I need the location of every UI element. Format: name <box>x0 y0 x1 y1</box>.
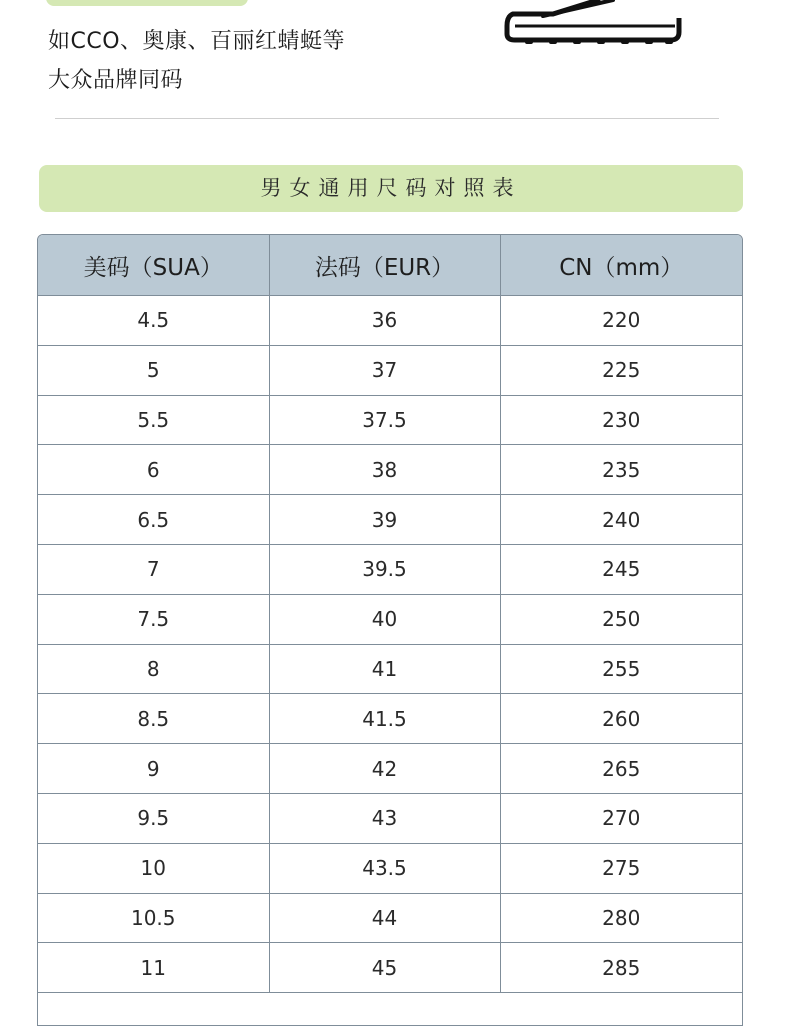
eu-size-cell: 41 <box>269 644 500 694</box>
table-row <box>38 495 742 545</box>
us-size-cell: 7 <box>38 544 269 594</box>
us-size-cell: 10 <box>38 843 269 893</box>
table-row <box>38 345 742 395</box>
column-header-cn-mm: CN（mm） <box>500 235 742 296</box>
eu-size-cell: 43 <box>269 793 500 843</box>
cn-mm-cell: 220 <box>500 296 742 346</box>
us-size-cell: 11 <box>38 943 269 993</box>
cn-mm-cell: 270 <box>500 793 742 843</box>
eu-size-cell: 45 <box>269 943 500 993</box>
cn-mm-cell: 235 <box>500 445 742 495</box>
table-row <box>38 644 742 694</box>
cn-mm-cell: 240 <box>500 495 742 545</box>
table-row <box>38 793 742 843</box>
shoe-illustration-icon <box>503 0 683 48</box>
us-size-cell: 8 <box>38 644 269 694</box>
eu-size-cell: 39.5 <box>269 544 500 594</box>
eu-size-cell: 38 <box>269 445 500 495</box>
cn-mm-cell: 255 <box>500 644 742 694</box>
us-size-cell: 5 <box>38 345 269 395</box>
cn-mm-cell: 285 <box>500 943 742 993</box>
eu-size-cell: 39 <box>269 495 500 545</box>
table-row <box>38 395 742 445</box>
brand-note <box>48 22 345 100</box>
cn-mm-cell: 250 <box>500 594 742 644</box>
table-row <box>38 544 742 594</box>
cn-mm-cell: 230 <box>500 395 742 445</box>
top-decorative-pill <box>46 0 248 6</box>
cn-mm-cell: 280 <box>500 893 742 943</box>
size-chart-title: 男女通用尺码对照表 <box>39 165 743 212</box>
us-size-cell: 9 <box>38 744 269 794</box>
us-size-cell: 4.5 <box>38 296 269 346</box>
table-row <box>38 893 742 943</box>
eu-size-cell: 40 <box>269 594 500 644</box>
section-divider <box>55 118 719 119</box>
eu-size-cell: 44 <box>269 893 500 943</box>
table-row <box>38 296 742 346</box>
cn-mm-cell: 245 <box>500 544 742 594</box>
us-size-cell: 7.5 <box>38 594 269 644</box>
eu-size-cell: 43.5 <box>269 843 500 893</box>
eu-size-cell: 42 <box>269 744 500 794</box>
us-size-cell: 10.5 <box>38 893 269 943</box>
cn-mm-cell: 260 <box>500 694 742 744</box>
cn-mm-cell: 275 <box>500 843 742 893</box>
table-header-row <box>38 235 742 296</box>
column-header-eu-size: 法码（EUR） <box>269 235 500 296</box>
us-size-cell: 9.5 <box>38 793 269 843</box>
table-row <box>38 594 742 644</box>
us-size-cell: 6.5 <box>38 495 269 545</box>
table-row <box>38 445 742 495</box>
eu-size-cell: 37 <box>269 345 500 395</box>
column-header-us-size: 美码（SUA） <box>38 235 269 296</box>
eu-size-cell: 37.5 <box>269 395 500 445</box>
brand-note-line-1: 如CCO、奥康、百丽红蜻蜓等 <box>48 29 346 54</box>
us-size-cell: 6 <box>38 445 269 495</box>
table-row <box>38 843 742 893</box>
table-row <box>38 943 742 993</box>
table-row <box>38 744 742 794</box>
us-size-cell: 8.5 <box>38 694 269 744</box>
us-size-cell: 5.5 <box>38 395 269 445</box>
cn-mm-cell: 225 <box>500 345 742 395</box>
eu-size-cell: 41.5 <box>269 694 500 744</box>
size-chart-table <box>37 234 743 1026</box>
cn-mm-cell: 265 <box>500 744 742 794</box>
eu-size-cell: 36 <box>269 296 500 346</box>
brand-note-line-2: 大众品牌同码 <box>48 68 184 93</box>
table-row <box>38 694 742 744</box>
